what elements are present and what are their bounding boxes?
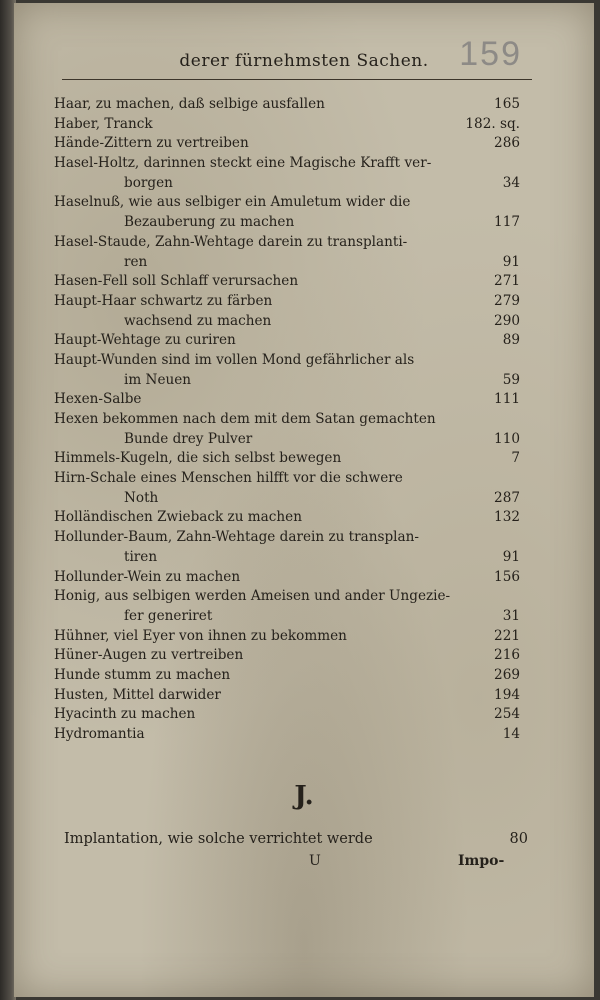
entry-text: Honig, aus selbigen werden Ameisen und ander Ungezie- — [54, 588, 451, 605]
entry-page: 31 — [502, 607, 520, 624]
entry-text: Hunde stumm zu machen — [54, 666, 231, 683]
entry-page: 89 — [502, 332, 520, 349]
entry-text: wachsend zu machen — [124, 312, 272, 329]
index-entry — [54, 686, 520, 706]
entry-text: Haselnuß, wie aus selbiger ein Amuletum wider die — [54, 194, 411, 211]
entry-text: Hexen bekommen nach dem mit dem Satan gemachten — [54, 411, 436, 427]
entry-page: 279 — [494, 292, 520, 309]
index-entry — [54, 627, 520, 647]
index-entry — [54, 528, 520, 548]
entry-page: 111 — [494, 391, 520, 408]
entry-page: 194 — [494, 686, 520, 703]
entry-page: 59 — [502, 371, 520, 388]
entry-text: Himmels-Kugeln, die sich selbst bewegen — [54, 450, 342, 467]
index-entry-continuation — [54, 430, 520, 450]
entry-page: 290 — [494, 312, 520, 329]
index-entry — [54, 292, 520, 312]
entry-page: 91 — [502, 253, 520, 270]
entry-text: Hasel-Holtz, darinnen steckt eine Magische Krafft ver- — [54, 155, 432, 172]
entry-text: Noth — [124, 489, 159, 506]
entry-page: 165 — [494, 96, 520, 112]
index-page — [14, 3, 594, 997]
index-entry — [54, 469, 520, 489]
entry-page: 7 — [511, 450, 520, 467]
entry-text: im Neuen — [124, 371, 192, 388]
entry-text: Hydromantia — [54, 726, 145, 742]
index-entry — [54, 705, 520, 725]
entry-page: 34 — [502, 174, 520, 191]
index-entry — [54, 233, 520, 253]
entry-text: tiren — [124, 548, 158, 565]
entry-text: Haupt-Wehtage zu curiren — [54, 332, 236, 349]
entry-text: Hasen-Fell soll Schlaff verursachen — [54, 273, 299, 290]
entry-text: Haber, Tranck — [54, 115, 153, 132]
entry-text: Haupt-Haar schwartz zu färben — [54, 292, 273, 309]
entry-text: Hühner, viel Eyer von ihnen zu bekommen — [54, 627, 347, 644]
index-entry-continuation — [54, 489, 520, 509]
entry-page: 80 — [509, 831, 528, 847]
index-entry — [54, 134, 520, 154]
index-entry — [54, 331, 520, 351]
entry-page: 271 — [494, 273, 520, 290]
entry-text: Haar, zu machen, daß selbige ausfallen — [54, 96, 325, 112]
entry-page: 91 — [502, 548, 520, 565]
entry-text: fer generiret — [124, 607, 213, 624]
signature-mark: U — [309, 853, 321, 869]
index-entry — [54, 193, 520, 213]
entry-text: Bezauberung zu machen — [124, 214, 295, 231]
entry-page: 182. sq. — [465, 115, 520, 132]
index-entry — [54, 646, 520, 666]
index-entry — [54, 272, 520, 292]
index-entry-continuation — [54, 312, 520, 332]
header-rule — [62, 79, 532, 80]
index-entry-continuation — [54, 548, 520, 568]
index-entry — [54, 508, 520, 528]
entry-page: 287 — [494, 489, 520, 506]
entry-text: Implantation, wie solche verrichtet werde — [64, 831, 373, 847]
index-entry — [54, 390, 520, 410]
index-entry — [54, 95, 520, 115]
index-entry — [54, 568, 520, 588]
entry-page: 286 — [494, 135, 520, 152]
entry-page: 269 — [494, 666, 520, 683]
entry-page: 254 — [494, 706, 520, 723]
entry-text: Husten, Mittel darwider — [54, 686, 221, 703]
entry-page: 117 — [494, 214, 520, 231]
index-entry — [54, 351, 520, 371]
entry-page: 110 — [494, 430, 520, 447]
entry-page: 14 — [502, 726, 520, 742]
entry-page: 216 — [494, 647, 520, 664]
index-entry — [54, 410, 520, 430]
index-entry — [54, 587, 520, 607]
index-entry-continuation — [54, 213, 520, 233]
entry-text: Hände-Zittern zu vertreiben — [54, 135, 249, 152]
index-entry — [54, 154, 520, 174]
index-entry — [54, 666, 520, 686]
index-entry-continuation — [54, 253, 520, 273]
index-entry-continuation — [54, 371, 520, 391]
entry-text: Haupt-Wunden sind im vollen Mond gefährlicher als — [54, 351, 415, 368]
entry-text: Hirn-Schale eines Menschen hilfft vor die schwere — [54, 470, 403, 487]
entry-text: Bunde drey Pulver — [124, 430, 253, 447]
running-header: derer fürnehmsten Sachen. — [179, 51, 429, 71]
entry-text: borgen — [124, 174, 173, 191]
catchword: Impo- — [458, 853, 505, 869]
entry-page: 156 — [494, 568, 520, 585]
index-entry-continuation — [54, 607, 520, 627]
entry-text: Hasel-Staude, Zahn-Wehtage darein zu transplanti- — [54, 233, 408, 250]
index-entries — [54, 95, 520, 745]
index-entry — [54, 115, 520, 135]
entry-text: Hollunder-Baum, Zahn-Wehtage darein zu transplan- — [54, 529, 419, 546]
handwritten-folio-number: 159 — [459, 35, 522, 73]
index-entry — [54, 449, 520, 469]
entry-text: Hyacinth zu machen — [54, 706, 196, 723]
index-entry — [64, 831, 528, 847]
section-letter: J. — [294, 781, 314, 811]
entry-text: Hüner-Augen zu vertreiben — [54, 647, 244, 664]
entry-text: Hexen-Salbe — [54, 391, 142, 408]
entry-text: Holländischen Zwieback zu machen — [54, 509, 302, 526]
entry-text: Hollunder-Wein zu machen — [54, 568, 241, 585]
index-entry-continuation — [54, 174, 520, 194]
index-entry — [54, 725, 520, 745]
entry-page: 221 — [494, 627, 520, 644]
entry-page: 132 — [494, 509, 520, 526]
entry-text: ren — [124, 253, 148, 270]
